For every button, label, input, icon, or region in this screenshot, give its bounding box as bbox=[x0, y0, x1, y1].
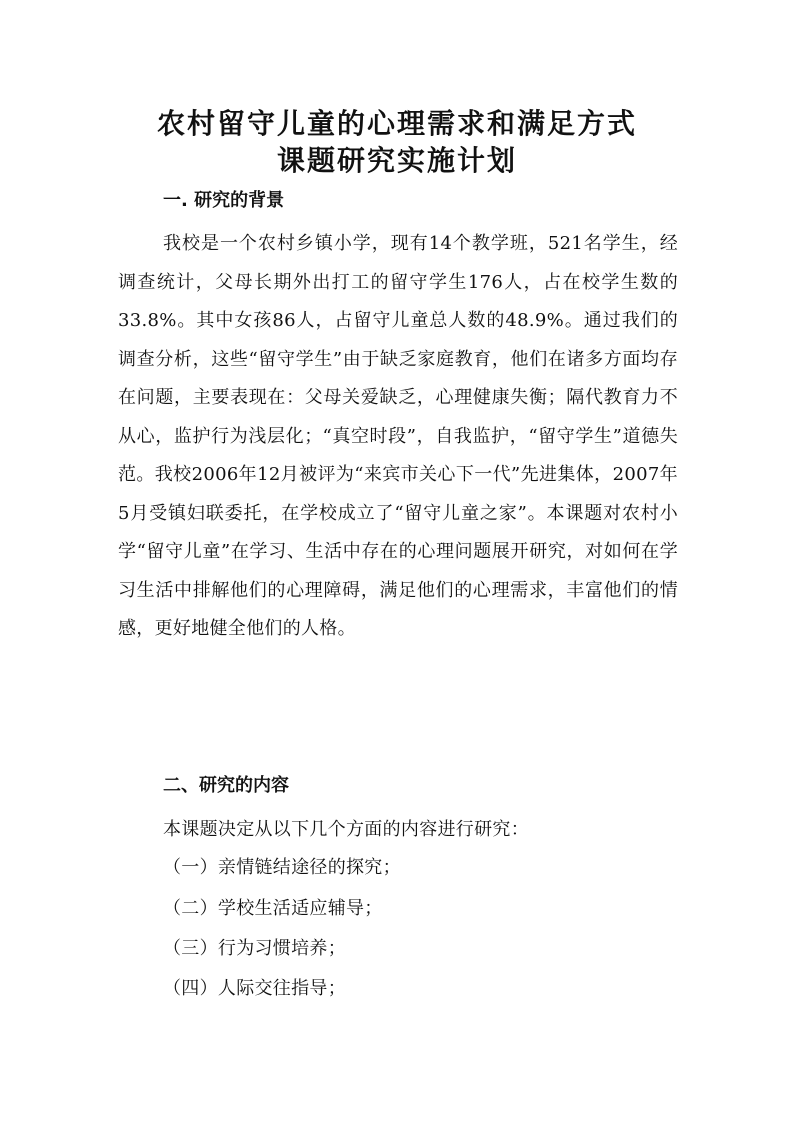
document-title-line-2: 课题研究实施计划 bbox=[276, 144, 517, 177]
content-item-1: （一）亲情链结途径的探究； bbox=[163, 857, 401, 878]
document-title-line-1: 农村留守儿童的心理需求和满足方式 bbox=[156, 107, 637, 140]
section-heading-background: 一. 研究的背景 bbox=[163, 190, 285, 211]
section-heading-content: 二、研究的内容 bbox=[163, 775, 289, 796]
background-paragraph: 我校是一个农村乡镇小学，现有14个教学班，521名学生，经调查统计，父母长期外出打工的留守学生176人，占在校学生数的33.8%。其中女孩86人，占留守儿童总人数的48.9%。通过我们的调查分析，这些“留守学生”由于缺乏家庭教育，他们在诸多方面均存在问题，主要表现在：父母关爱缺乏，心理健康失衡；隔代教育力不从心，监护行为浅层化；“真空时段”，自我监护，“留守学生”道德失范。我校2006年12月被评为“来宾市关心下一代”先进集体，2007年5月受镇妇联委托，在学校成立了“留守儿童之家”。本课题对农村小学“留守儿童”在学习、生活中存在的心理问题展开研究，对如何在学习生活中排解他们的心理障碍，满足他们的心理需求，丰富他们的情感，更好地健全他们的人格。 bbox=[118, 233, 678, 639]
content-item-4: （四）人际交往指导； bbox=[163, 978, 346, 999]
content-intro: 本课题决定从以下几个方面的内容进行研究： bbox=[163, 819, 529, 840]
content-item-2: （二）学校生活适应辅导； bbox=[163, 898, 383, 919]
content-item-3: （三）行为习惯培养； bbox=[163, 938, 346, 959]
